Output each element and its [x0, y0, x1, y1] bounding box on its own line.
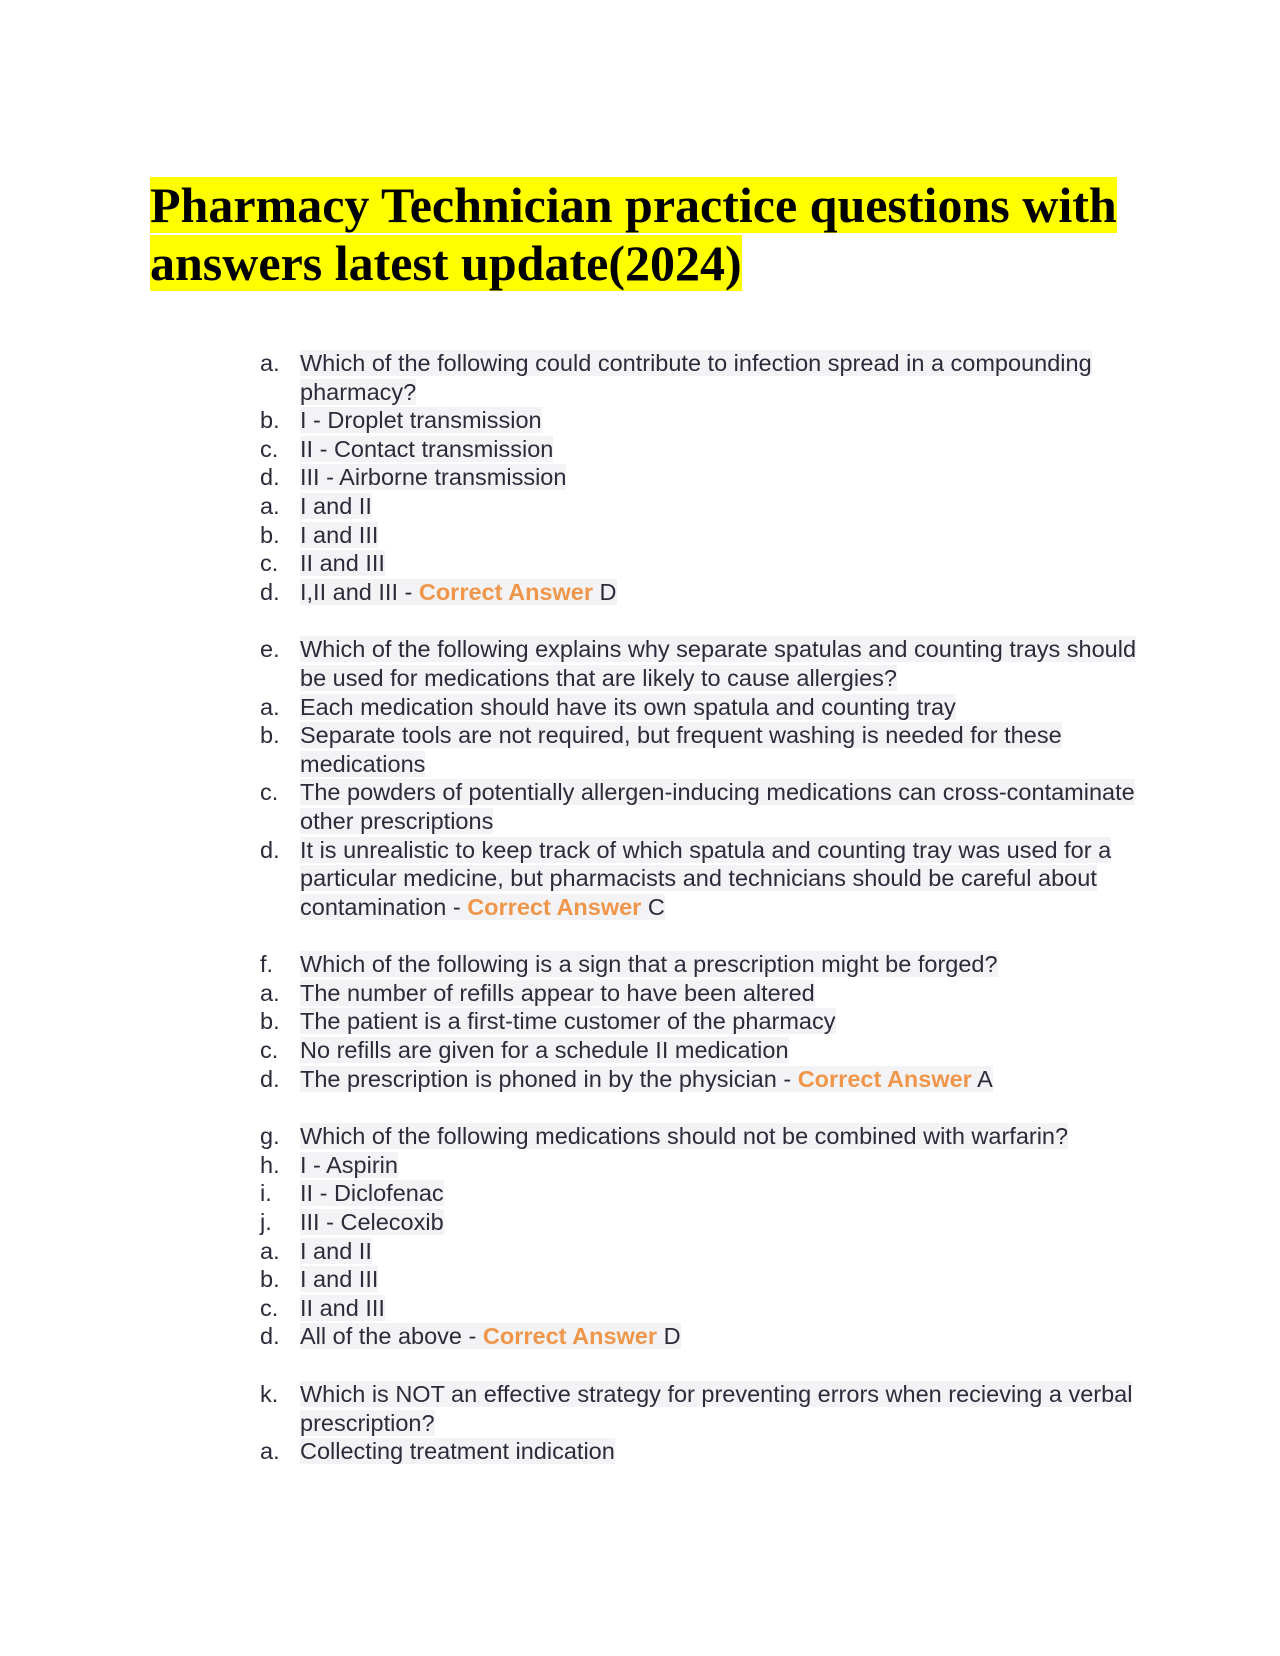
- option-item: [260, 1437, 1140, 1466]
- option-item: [260, 1179, 1140, 1208]
- item-text: [300, 1265, 1140, 1294]
- question-stem: [260, 950, 1140, 979]
- correct-answer-value: A: [977, 1065, 993, 1092]
- item-text-value: Which is NOT an effective strategy for preventing errors when recieving a verbal prescription?: [300, 1381, 1133, 1436]
- item-text-value: Separate tools are not required, but frequent washing is needed for these medications: [300, 722, 1062, 777]
- correct-answer-label: Correct Answer: [482, 1323, 658, 1350]
- option-item: [260, 1007, 1140, 1036]
- item-text: [300, 1122, 1140, 1151]
- correct-answer-label: Correct Answer: [418, 578, 593, 605]
- list-marker: b.: [260, 722, 280, 749]
- item-text-value: II - Diclofenac: [300, 1180, 444, 1207]
- list-marker: c.: [260, 779, 279, 806]
- item-text-content: [300, 1180, 444, 1206]
- list-marker: b.: [260, 1266, 280, 1293]
- option-item: [260, 406, 1140, 435]
- item-text-value: III - Airborne transmission: [300, 464, 567, 491]
- option-item: [260, 1065, 1140, 1094]
- option-item: [260, 836, 1140, 922]
- option-item: [260, 1237, 1140, 1266]
- item-text-content: [300, 522, 378, 548]
- list-marker: d.: [260, 1323, 280, 1350]
- item-text: [300, 778, 1140, 835]
- item-text-content: [300, 436, 553, 462]
- item-text-content: [300, 1438, 615, 1464]
- item-text: [300, 578, 1140, 607]
- item-text-content: [300, 722, 1062, 777]
- item-text-value: I,II and III -: [300, 578, 419, 605]
- question-stem: [260, 635, 1140, 692]
- item-text-content: [300, 951, 998, 977]
- item-text-value: All of the above -: [300, 1323, 483, 1350]
- item-text-content: [300, 1209, 444, 1235]
- item-text: [300, 1322, 1140, 1351]
- correct-answer-value: D: [599, 578, 617, 605]
- item-text-value: The powders of potentially allergen-inducing medications can cross-contaminate other prescriptions: [300, 779, 1135, 834]
- item-text-value: Which of the following is a sign that a prescription might be forged?: [300, 951, 998, 978]
- list-marker: d.: [260, 578, 280, 605]
- option-item: [260, 521, 1140, 550]
- list-marker: d.: [260, 836, 280, 863]
- list-marker: i.: [260, 1180, 272, 1207]
- list-marker: b.: [260, 1008, 280, 1035]
- option-item: [260, 1294, 1140, 1323]
- item-text-value: Which of the following explains why separate spatulas and counting trays should be used for medications that are likely to cause allergies?: [300, 636, 1137, 691]
- page-title: [150, 176, 1140, 292]
- list-marker: h.: [260, 1151, 280, 1178]
- correct-answer-value: C: [647, 893, 665, 920]
- list-marker: a.: [260, 350, 280, 376]
- list-marker: k.: [260, 1381, 279, 1407]
- option-item: [260, 1208, 1140, 1237]
- list-marker: e.: [260, 636, 280, 663]
- item-text: [300, 1237, 1140, 1266]
- item-text-value: I - Aspirin: [300, 1151, 398, 1178]
- list-marker: d.: [260, 464, 280, 491]
- item-text: [300, 549, 1140, 578]
- option-item: [260, 1036, 1140, 1065]
- item-text: [300, 435, 1140, 464]
- option-item: [260, 435, 1140, 464]
- list-marker: c.: [260, 1037, 279, 1064]
- question-block: [260, 950, 1140, 1093]
- item-text-content: [300, 1238, 372, 1264]
- option-item: [260, 693, 1140, 722]
- option-item: [260, 492, 1140, 521]
- item-text-content: [300, 493, 372, 519]
- list-marker: j.: [260, 1209, 272, 1236]
- option-item: [260, 778, 1140, 835]
- option-item: [260, 549, 1140, 578]
- list-marker: a.: [260, 1438, 280, 1465]
- list-marker: c.: [260, 550, 279, 577]
- option-item: [260, 721, 1140, 778]
- item-text-value: No refills are given for a schedule II medication: [300, 1037, 789, 1064]
- item-text-value: I and III: [300, 1266, 379, 1293]
- list-marker: c.: [260, 435, 279, 462]
- item-text: [300, 1179, 1140, 1208]
- item-text-content: [300, 694, 956, 720]
- item-text-content: [300, 1266, 378, 1292]
- item-text-content: [300, 837, 1111, 920]
- item-text-value: II and III: [300, 1294, 385, 1321]
- list-marker: g.: [260, 1123, 280, 1150]
- list-marker: f.: [260, 951, 274, 978]
- item-text-content: [300, 464, 566, 490]
- item-text-content: [300, 1123, 1068, 1149]
- item-text: [300, 1208, 1140, 1237]
- item-text: [300, 836, 1140, 922]
- item-text: [300, 1380, 1140, 1437]
- item-text-content: [300, 407, 542, 433]
- item-text-value: Each medication should have its own spatula and counting tray: [300, 693, 956, 720]
- item-text-content: [300, 636, 1136, 691]
- item-text: [300, 492, 1140, 521]
- item-text-value: I and III: [300, 521, 379, 548]
- item-text: [300, 1437, 1140, 1466]
- list-marker: a.: [260, 979, 280, 1006]
- list-marker: b.: [260, 521, 280, 548]
- item-text: [300, 349, 1140, 406]
- question-stem: [260, 349, 1140, 406]
- item-text: [300, 979, 1140, 1008]
- item-text: [300, 1294, 1140, 1323]
- option-item: [260, 1151, 1140, 1180]
- list-marker: a.: [260, 693, 280, 720]
- correct-answer-value: D: [663, 1323, 681, 1350]
- list-marker: a.: [260, 1237, 280, 1264]
- item-text-value: Which of the following could contribute to infection spread in a compounding pharmacy?: [300, 350, 1092, 405]
- item-text-content: [300, 1152, 398, 1178]
- list-marker: d.: [260, 1065, 280, 1092]
- item-text: [300, 463, 1140, 492]
- item-text: [300, 635, 1140, 692]
- item-text: [300, 1151, 1140, 1180]
- item-text-content: [300, 1008, 836, 1034]
- item-text-value: Collecting treatment indication: [300, 1438, 615, 1465]
- question-block: [260, 1122, 1140, 1351]
- option-item: [260, 1322, 1140, 1351]
- item-text-content: [300, 1381, 1132, 1436]
- item-text-content: [300, 1323, 681, 1349]
- item-text: [300, 1065, 1140, 1094]
- item-text-value: It is unrealistic to keep track of which spatula and counting tray was used for a particular medicine, but pharmacists and technicians should be careful about contamination -: [300, 836, 1112, 920]
- item-text-content: [300, 579, 617, 605]
- list-marker: a.: [260, 492, 280, 519]
- list-marker: b.: [260, 407, 280, 434]
- item-text-content: [300, 550, 385, 576]
- option-item: [260, 578, 1140, 607]
- question-block: [260, 1380, 1140, 1466]
- question-stem: [260, 1122, 1140, 1151]
- item-text-value: The number of refills appear to have been altered: [300, 979, 815, 1006]
- option-item: [260, 463, 1140, 492]
- option-item: [260, 979, 1140, 1008]
- item-text-value: II - Contact transmission: [300, 435, 554, 462]
- item-text: [300, 1036, 1140, 1065]
- item-text: [300, 693, 1140, 722]
- title-highlight: Pharmacy Technician practice questions with answers latest update(2024): [150, 177, 1117, 291]
- item-text: [300, 521, 1140, 550]
- item-text-content: [300, 1066, 993, 1092]
- item-text: [300, 406, 1140, 435]
- item-text-value: I and II: [300, 492, 372, 519]
- item-text-value: The patient is a first-time customer of the pharmacy: [300, 1008, 836, 1035]
- question-block: [260, 349, 1140, 606]
- item-text-content: [300, 779, 1135, 834]
- correct-answer-label: Correct Answer: [797, 1065, 972, 1092]
- item-text: [300, 1007, 1140, 1036]
- item-text-value: I - Droplet transmission: [300, 407, 542, 434]
- item-text-value: III - Celecoxib: [300, 1209, 444, 1236]
- item-text-value: II and III: [300, 550, 385, 577]
- list-marker: c.: [260, 1294, 279, 1321]
- question-stem: [260, 1380, 1140, 1437]
- item-text-content: [300, 1037, 789, 1063]
- item-text: [300, 721, 1140, 778]
- question-block: [260, 635, 1140, 921]
- correct-answer-label: Correct Answer: [467, 893, 642, 920]
- question-list: [260, 349, 1140, 1495]
- item-text-value: Which of the following medications should not be combined with warfarin?: [300, 1123, 1069, 1150]
- item-text: [300, 950, 1140, 979]
- item-text-content: [300, 350, 1092, 405]
- item-text-value: I and II: [300, 1237, 372, 1264]
- item-text-value: The prescription is phoned in by the physician -: [300, 1065, 798, 1092]
- option-item: [260, 1265, 1140, 1294]
- item-text-content: [300, 1295, 385, 1321]
- item-text-content: [300, 980, 815, 1006]
